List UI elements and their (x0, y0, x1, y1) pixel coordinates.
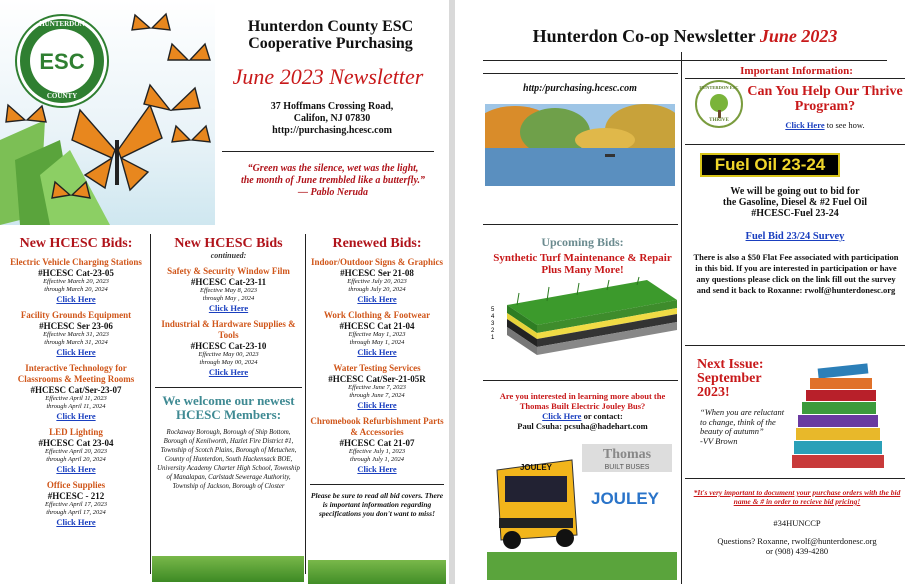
turf-layer-number: 5 (491, 307, 495, 313)
next-issue-quote (700, 408, 785, 446)
bid-end-date: through July 20, 2024 (348, 286, 406, 293)
column-divider (305, 234, 306, 574)
divider (483, 60, 887, 61)
fuel-bid-info (690, 186, 900, 219)
divider (222, 151, 434, 152)
upcoming-body: Synthetic Turf Maintenance & Repair Plus Many More! (493, 252, 672, 276)
bid-link[interactable]: Click Here (56, 464, 96, 474)
column-divider (150, 234, 151, 574)
newsletter-title: June 2023 Newsletter (232, 64, 424, 89)
contact-line-1: Questions? Roxanne, rwolf@hunterdonesc.org (717, 536, 877, 546)
bid-number: #HCESC Cat-23-11 (190, 277, 267, 287)
logo-ring-top: HUNTERDON (39, 20, 85, 28)
divider (483, 224, 678, 225)
thrive-link-tail: to see how. (826, 120, 865, 130)
bid-link[interactable]: Click Here (56, 294, 96, 304)
bid-effective-date: Effective May 1, 2023 (348, 331, 406, 338)
lake-photo (485, 104, 675, 186)
bid-link[interactable]: Click Here (357, 294, 397, 304)
bid-end-date: through April 17, 2024 (46, 509, 106, 516)
books-stack-image (788, 362, 898, 472)
bid-number: #HCESC - 212 (47, 491, 105, 501)
bid-effective-date: Effective May 8, 2023 (199, 287, 258, 294)
bid-number: #HCESC Cat-23-10 (190, 341, 267, 351)
continued-label: continued: (210, 251, 247, 260)
org-dept: Cooperative Purchasing (248, 35, 413, 52)
next-quote-text: “When you are reluctant to change, think of the beauty of autumn” (700, 407, 785, 436)
quote-block (222, 163, 444, 199)
thrive-logo-text: HUNTERDON ESC (699, 85, 739, 90)
bid-title: Safety & Security Window Film (167, 266, 290, 276)
divider (483, 73, 678, 74)
new-bids-continued-heading: New HCESC Bids (174, 236, 283, 251)
bid-effective-date: Effective June 7, 2023 (348, 384, 406, 391)
bus-brand-subtext: BUILT BUSES (604, 464, 650, 471)
renewed-bids-heading: Renewed Bids: (332, 236, 422, 251)
turf-layer-number: 1 (491, 335, 495, 341)
bid-entry (155, 266, 302, 313)
bid-title: Office Supplies (46, 480, 106, 490)
ebus-contact-lead: or contact: (583, 411, 623, 421)
bid-effective-date: Effective March 31, 2023 (43, 331, 109, 338)
bid-title: Industrial & Hardware Supplies & Tools (161, 319, 296, 340)
bid-link[interactable]: Click Here (56, 347, 96, 357)
bid-entry (4, 480, 148, 527)
divider (155, 387, 302, 388)
divider (685, 478, 905, 479)
bid-number: #HCESC Cat/Ser-23-07 (30, 385, 122, 395)
new-bids-column (4, 236, 148, 527)
bid-end-date: through March 31, 2024 (44, 339, 108, 346)
thrive-logo-subtext: THRIVE (709, 118, 729, 123)
address-block (222, 101, 442, 137)
bid-end-date: through March 20, 2024 (44, 286, 108, 293)
hcesc-logo (17, 16, 107, 106)
bid-entry (155, 319, 302, 377)
hashtag: #34HUNCCP (773, 518, 821, 528)
newsletter-page-right (455, 0, 908, 584)
address-line-2: Califon, NJ 07830 (293, 113, 371, 124)
divider (685, 78, 905, 79)
bid-number: #HCESC Cat 21-07 (339, 438, 415, 448)
bid-title: Work Clothing & Footwear (323, 310, 431, 320)
fuel-survey-link[interactable]: Fuel Bid 23/24 Survey (745, 231, 845, 242)
org-name: Hunterdon County ESC (247, 18, 414, 35)
renewed-bids-column (310, 236, 444, 518)
bid-link[interactable]: Click Here (56, 411, 96, 421)
bid-number: #HCESC Cat/Ser-21-05R (328, 374, 426, 384)
bid-end-date: through May 1, 2024 (349, 339, 405, 346)
bid-number: #HCESC Cat-23-05 (38, 268, 114, 278)
new-bids-continued-column (155, 236, 302, 491)
bid-covers-note: Please be sure to read all bid covers. There is important information regarding specifications you don't want to miss! (310, 491, 444, 518)
bid-link[interactable]: Click Here (208, 367, 249, 377)
logo-ring-bottom: COUNTY (46, 92, 78, 100)
bid-list (4, 257, 148, 527)
bid-end-date: through May , 2024 (202, 295, 255, 302)
next-issue-heading: Next Issue: September 2023! (697, 357, 764, 400)
fuel-text-1: We will be going out to bid for (730, 186, 860, 197)
divider (310, 484, 444, 485)
new-bids-heading: New HCESC Bids: (19, 236, 133, 251)
bid-end-date: through July 1, 2024 (350, 456, 404, 463)
bid-link[interactable]: Click Here (357, 400, 397, 410)
website-link[interactable]: http:/purchasing.hcesc.com (523, 83, 637, 94)
turf-layer-number: 2 (491, 328, 495, 334)
turf-cross-section (487, 275, 677, 365)
address-url[interactable]: http://purchasing.hcesc.com (272, 125, 392, 136)
welcome-heading: We welcome our newest HCESC Members: (162, 393, 295, 422)
bid-end-date: through April 11, 2024 (46, 403, 106, 410)
bid-title: Chromebook Refurbishment Parts & Accessories (310, 416, 444, 437)
thrive-link[interactable]: Click Here (785, 120, 825, 130)
turf-layer-number: 3 (491, 321, 495, 327)
bid-title: LED Lighting (49, 427, 103, 437)
contact-info (687, 536, 907, 556)
upcoming-bids (485, 235, 680, 276)
bid-end-date: through June 7, 2024 (349, 392, 405, 399)
thrive-question: Can You Help Our Thrive Program? (747, 84, 903, 114)
ebus-link[interactable]: Click Here (542, 411, 582, 421)
jouley-logo: JOULEY (590, 489, 660, 508)
bid-link[interactable]: Click Here (208, 303, 249, 313)
bus-brand-text: Thomas (602, 447, 652, 462)
bid-title: Water Testing Services (333, 363, 421, 373)
thrive-block (745, 84, 905, 133)
bid-end-date: through April 20, 2024 (46, 456, 106, 463)
quote-line-2: the month of June trembled like a butterfly.” (240, 175, 426, 186)
next-quote-author: -VV Brown (700, 435, 738, 446)
bid-entry (4, 310, 148, 357)
ebus-question: Are you interested in learning more about the Thomas Built Electric Jouley Bus? (499, 391, 666, 411)
bid-entry (4, 427, 148, 474)
electric-bus-info (485, 391, 680, 431)
bid-effective-date: Effective July 20, 2023 (347, 278, 407, 285)
bid-end-date: through May 00, 2024 (199, 359, 258, 366)
thrive-logo (695, 80, 743, 128)
bid-title: Facility Grounds Equipment (20, 310, 132, 320)
right-title (495, 26, 875, 47)
quote-author: — Pablo Neruda (298, 187, 368, 198)
divider (685, 345, 905, 346)
bid-entry (310, 416, 444, 474)
bid-effective-date: Effective March 20, 2023 (43, 278, 109, 285)
bid-number: #HCESC Cat 23-04 (38, 438, 114, 448)
school-bus-image (487, 440, 677, 580)
bid-entry (310, 310, 444, 357)
bid-effective-date: Effective April 11, 2023 (45, 395, 107, 402)
right-title-month: June 2023 (759, 26, 838, 46)
bid-entry (4, 363, 148, 421)
important-heading: Important Information: (740, 65, 853, 77)
fuel-text-3: #HCESC-Fuel 23-24 (751, 208, 839, 219)
bid-effective-date: Effective May 00, 2023 (198, 351, 259, 358)
bid-title: Indoor/Outdoor Signs & Graphics (310, 257, 444, 267)
bid-entry (310, 257, 444, 304)
bid-list (155, 266, 302, 377)
contact-line-2: or (908) 439-4280 (765, 546, 829, 556)
bid-link[interactable]: Click Here (357, 464, 397, 474)
right-title-name: Hunterdon Co-op Newsletter (532, 26, 756, 46)
divider (483, 380, 678, 381)
quote-line-1: “Green was the silence, wet was the light, (247, 163, 419, 174)
bid-title: Interactive Technology for Classrooms & Meeting Rooms (17, 363, 135, 384)
ebus-contact: Paul Csuha: pcsuha@hadehart.com (517, 421, 648, 431)
bid-effective-date: Effective April 17, 2023 (45, 501, 107, 508)
fuel-text-2: the Gasoline, Diesel & #2 Fuel Oil (722, 197, 868, 208)
newsletter-page-left (0, 0, 449, 584)
bid-number: #HCESC Cat 21-04 (339, 321, 415, 331)
bid-title: Electric Vehicle Charging Stations (10, 257, 142, 267)
bid-list (310, 257, 444, 474)
bid-number: #HCESC Ser 23-06 (39, 321, 113, 331)
bid-link[interactable]: Click Here (56, 517, 96, 527)
address-line-1: 37 Hoffmans Crossing Road, (270, 101, 394, 112)
divider (685, 144, 905, 145)
bid-effective-date: Effective April 20, 2023 (45, 448, 107, 455)
purchase-order-warning: *It's very important to document your purchase orders with the bid name & # in order to recieve bid pricing! (693, 488, 901, 506)
fuel-oil-banner: Fuel Oil 23-24 (700, 153, 840, 177)
grass-decoration (152, 556, 304, 582)
bid-entry (310, 363, 444, 410)
column-divider (681, 52, 682, 584)
bid-effective-date: Effective July 1, 2023 (348, 448, 406, 455)
fuel-fee-info: There is also a $50 Flat Fee associated with participation in this bid. If you are interested in participation or have any questions please click on the link fill out the survey and send it back to Roxanne: rwolf@hunterdonesc.org (693, 252, 899, 295)
upcoming-heading: Upcoming Bids: (541, 235, 624, 249)
bid-entry (4, 257, 148, 304)
bus-sign-text: JOULEY (519, 463, 553, 472)
turf-layer-number: 4 (491, 314, 495, 320)
grass-decoration (308, 560, 446, 584)
bid-link[interactable]: Click Here (357, 347, 397, 357)
bid-number: #HCESC Ser 21-08 (340, 268, 414, 278)
logo-text: ESC (39, 49, 85, 74)
org-header (218, 18, 443, 52)
new-members-list: Rockaway Borough, Borough of Ship Bottom, Borough of Kenilworth, Hazlet Fire District #1, Township of Scotch Plains, Borough of Metuchen, County of Hunterdon, South Hackensack BOE, University Academy Charter High School, Township of Manalapan, Carlstadt Sewerage Authority, Township of Jackson, Borough of Closter (157, 429, 300, 490)
